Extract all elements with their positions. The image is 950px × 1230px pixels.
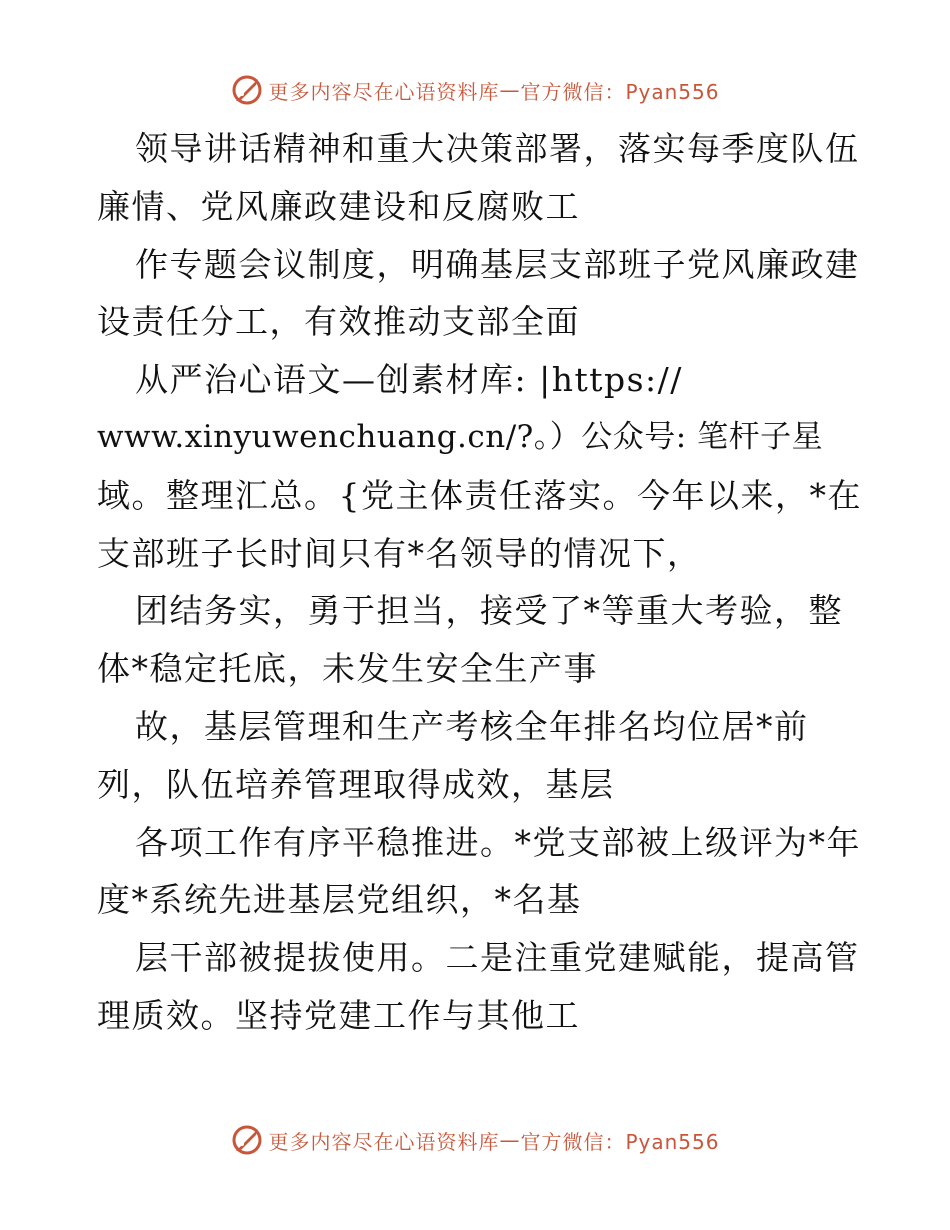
text-line: 列，队伍培养管理取得成效，基层	[97, 764, 615, 804]
document-body	[97, 120, 862, 1045]
text-line: 作专题会议制度，明确基层支部班子党风廉政建	[135, 244, 860, 284]
text-line: 度*系统先进基层党组织，*名基	[97, 880, 582, 920]
text-line: 领导讲话精神和重大决策部署，落实每季度队伍	[135, 129, 860, 168]
pen-logo-icon	[230, 73, 264, 107]
footer-watermark	[0, 1120, 950, 1160]
text-line: 设责任分工，有效推动支部全面	[97, 302, 580, 342]
header-watermark	[0, 70, 950, 110]
text-line: 团结务实，勇于担当，接受了*等重大考验，整	[135, 591, 843, 631]
watermark-wechat: 官方微信：Pyan556	[520, 79, 720, 104]
text-line: 廉情、党风廉政建设和反腐败工	[97, 186, 580, 226]
text-line: 故，基层管理和生产考核全年排名均位居*前	[135, 706, 809, 746]
watermark-text: 更多内容尽在心语资料库	[268, 1129, 500, 1154]
watermark-separator: —	[499, 78, 521, 102]
text-line: 从严治心语文—创素材库: |https://	[135, 360, 683, 400]
watermark-wechat: 官方微信：Pyan556	[520, 1129, 720, 1154]
watermark-separator: —	[499, 1128, 521, 1152]
watermark-text: 更多内容尽在心语资料库	[268, 79, 500, 104]
text-line: 支部班子长时间只有*名领导的情况下，	[97, 533, 702, 573]
text-line: 体*稳定托底，未发生安全生产事	[97, 649, 598, 689]
text-line: 各项工作有序平稳推进。*党支部被上级评为*年	[135, 822, 861, 862]
text-line: 域。整理汇总。{党主体责任落实。今年以来，*在	[97, 475, 862, 515]
pen-logo-icon	[230, 1123, 264, 1157]
text-line-url: www.xinyuwenchuang.cn/?。）公众号: 笔杆子星	[97, 418, 824, 455]
text-line: 层干部被提拔使用。二是注重党建赋能，提高管	[135, 938, 860, 978]
text-line: 理质效。坚持党建工作与其他工	[97, 995, 580, 1035]
